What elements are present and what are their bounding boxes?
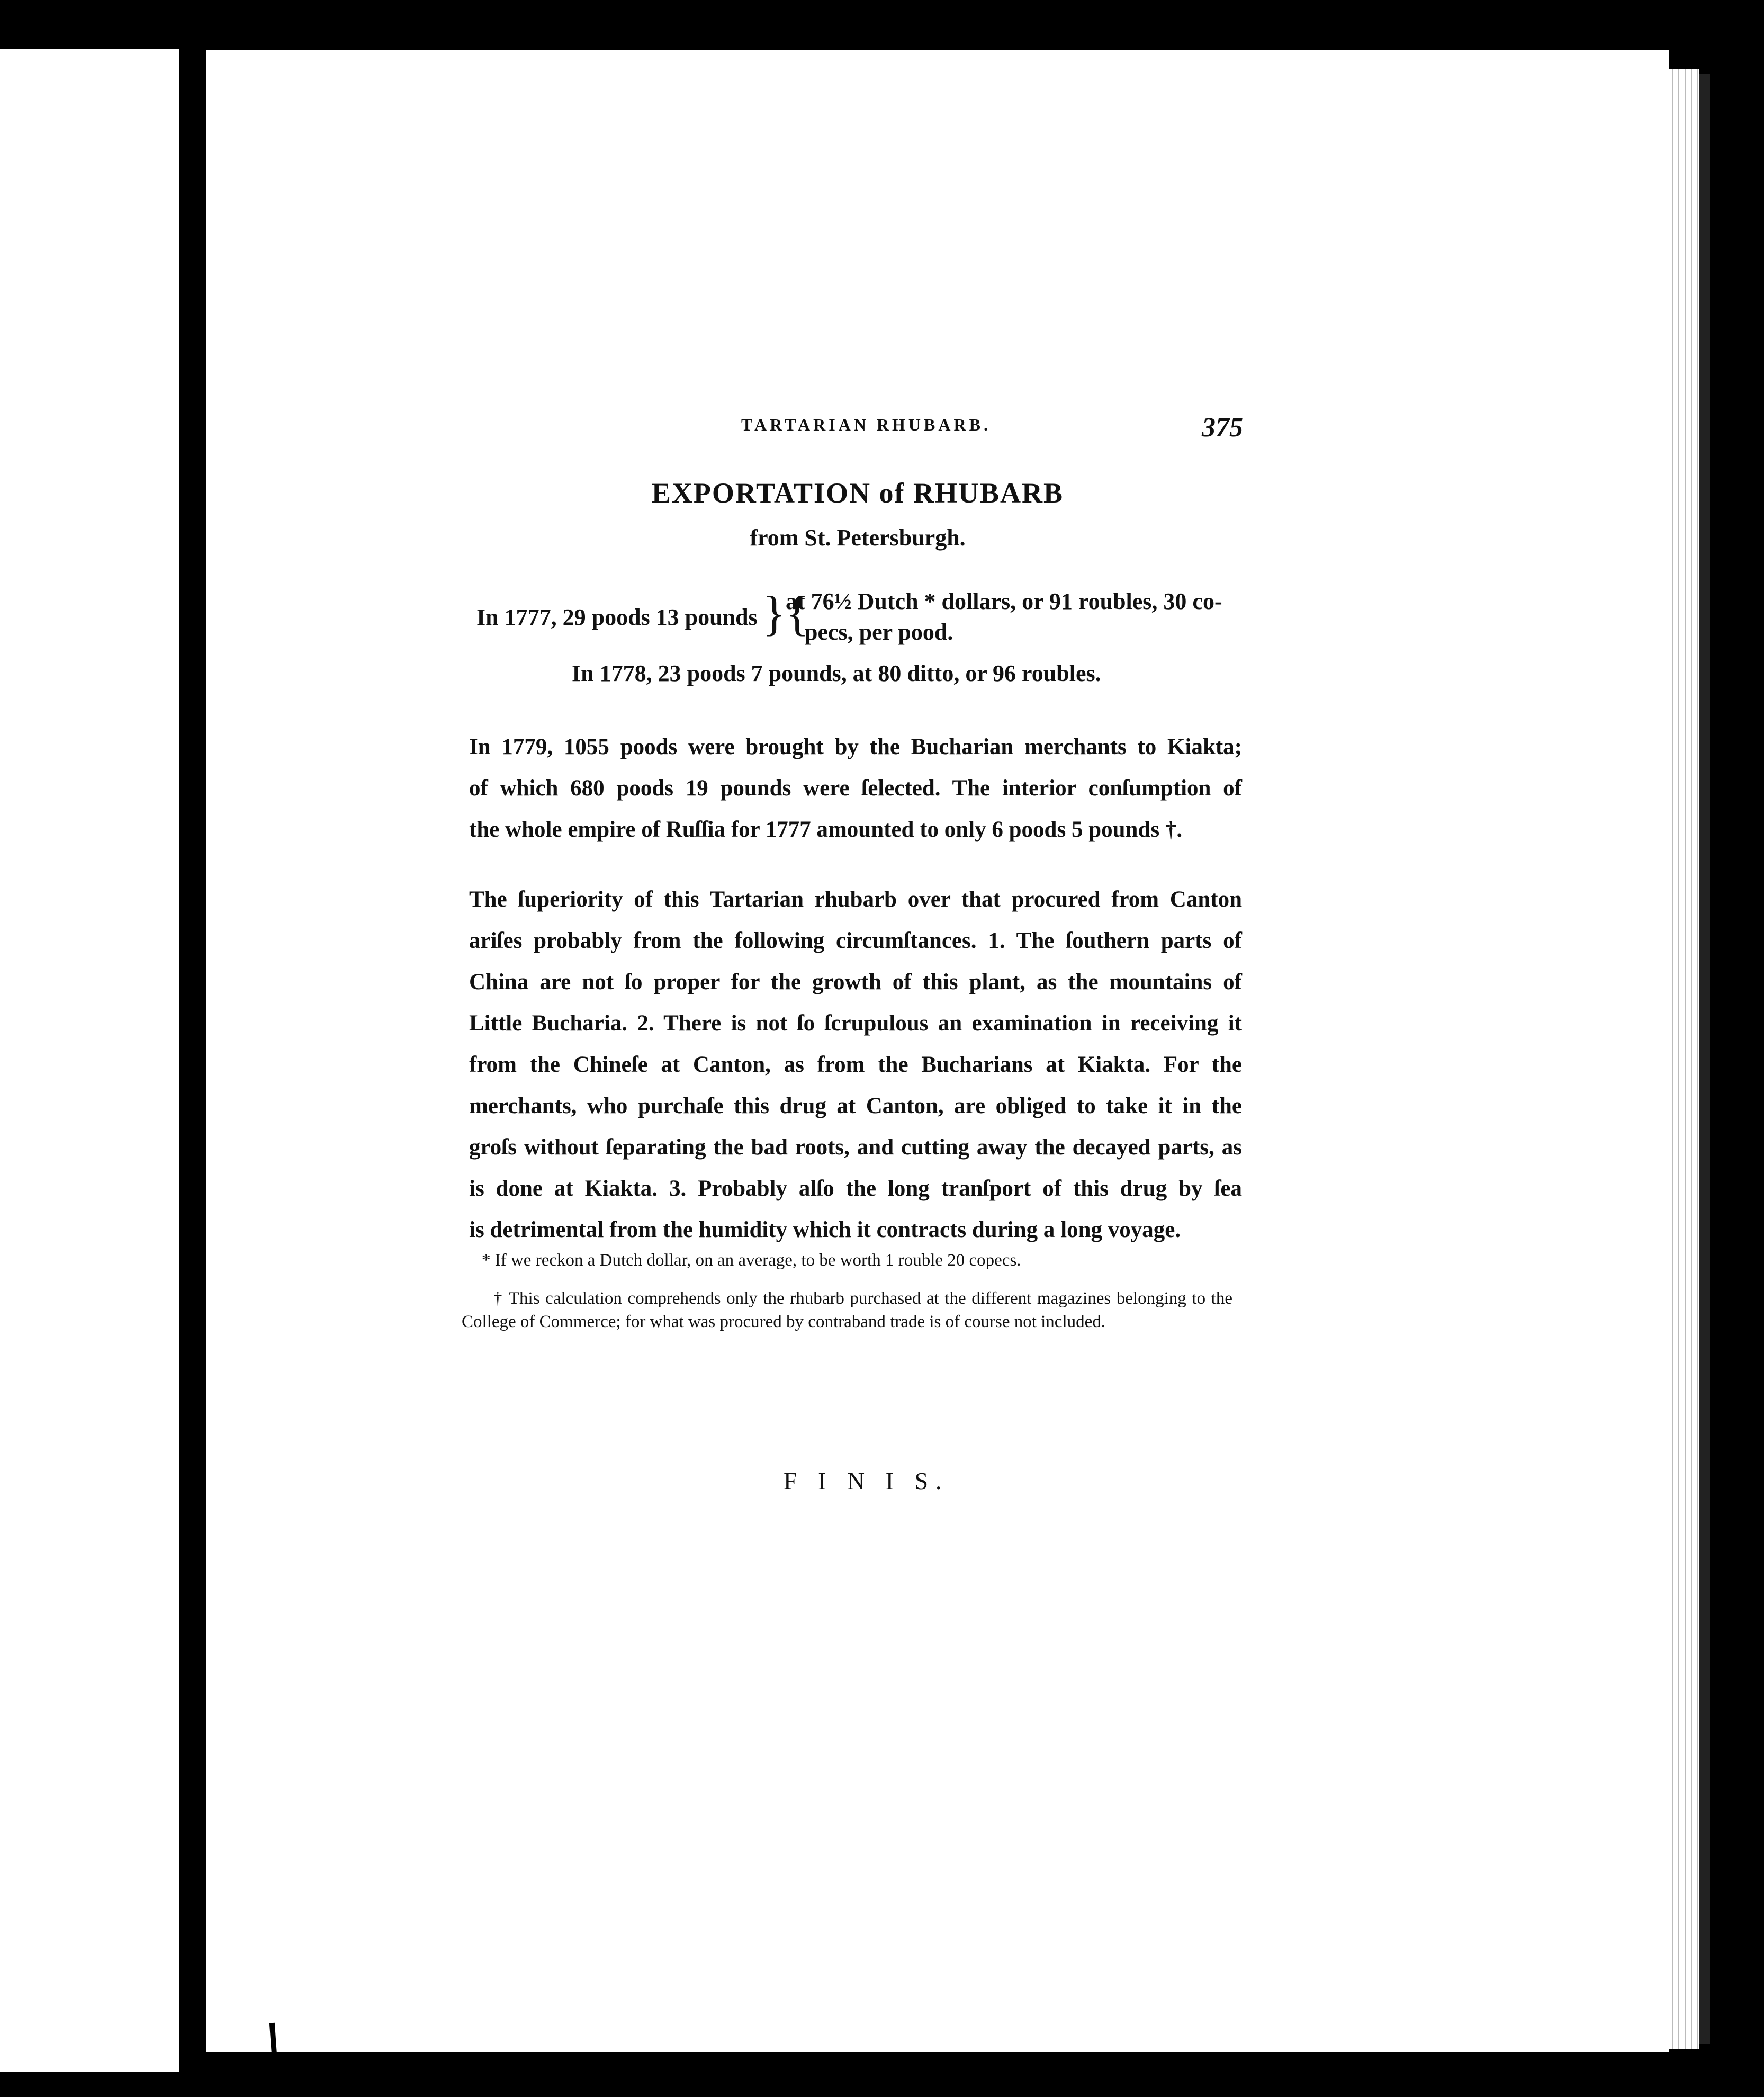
paragraph-2-line: ariſes probably from the following circumſtances. 1. The ſouthern parts of xyxy=(469,928,1242,953)
running-head: TARTARIAN RHUBARB. xyxy=(741,415,991,434)
footnote-calculation: † This calculation comprehends only the rhubarb purchased at the different magazines belonging to the College of Commerce; for what was procured by contraband trade is of course not included. xyxy=(462,1289,1232,1331)
paragraph-1-line: the whole empire of Ruſſia for 1777 amounted to only 6 poods 5 pounds †. xyxy=(469,817,1183,842)
paragraph-2-line: merchants, who purchaſe this drug at Canton, are obliged to take it in the xyxy=(469,1094,1242,1118)
paragraph-2-line: is detrimental from the humidity which it contracts during a long voyage. xyxy=(469,1217,1181,1242)
left-page xyxy=(0,49,179,2072)
paragraph-1-line: In 1779, 1055 poods were brought by the Bucharian merchants to Kiakta; xyxy=(469,734,1242,759)
page-edge-shadow xyxy=(1699,74,1710,2044)
entry-1777-right-line-2: pecs, per pood. xyxy=(805,619,953,645)
brace-glyph: }{ xyxy=(762,586,809,640)
page-subtitle: from St. Petersburgh. xyxy=(750,525,966,551)
paragraph-2-line: is done at Kiakta. 3. Probably alſo the long tranſport of this drug by ſea xyxy=(469,1176,1242,1201)
book-gutter xyxy=(179,49,206,2072)
paragraph-1-line: of which 680 poods 19 pounds were ſelected. The interior conſumption of xyxy=(469,776,1242,801)
finis: F I N I S. xyxy=(784,1467,949,1494)
paragraph-2-line: Little Bucharia. 2. There is not ſo ſcrupulous an examination in receiving it xyxy=(469,1011,1242,1036)
paragraph-2-line: China are not ſo proper for the growth of this plant, as the mountains of xyxy=(469,970,1242,994)
page-number: 375 xyxy=(1202,413,1243,443)
page-title: EXPORTATION of RHUBARB xyxy=(651,477,1064,509)
entry-1777-right-line-1: at 76½ Dutch * dollars, or 91 roubles, 30 co- xyxy=(786,588,1222,614)
entry-1778: In 1778, 23 poods 7 pounds, at 80 ditto, or 96 roubles. xyxy=(572,660,1101,686)
paragraph-2-line: groſs without ſeparating the bad roots, and cutting away the decayed parts, as xyxy=(469,1135,1242,1160)
footnote-dollar: * If we reckon a Dutch dollar, on an average, to be worth 1 rouble 20 copecs. xyxy=(482,1251,1021,1270)
paragraph-2-line: from the Chineſe at Canton, as from the Bucharians at Kiakta. For the xyxy=(469,1052,1242,1077)
entry-1777-left: In 1777, 29 poods 13 pounds xyxy=(476,604,758,630)
page-edges xyxy=(1669,69,1699,2049)
paragraph-2-line: The ſuperiority of this Tartarian rhubarb over that procured from Canton xyxy=(469,887,1242,912)
